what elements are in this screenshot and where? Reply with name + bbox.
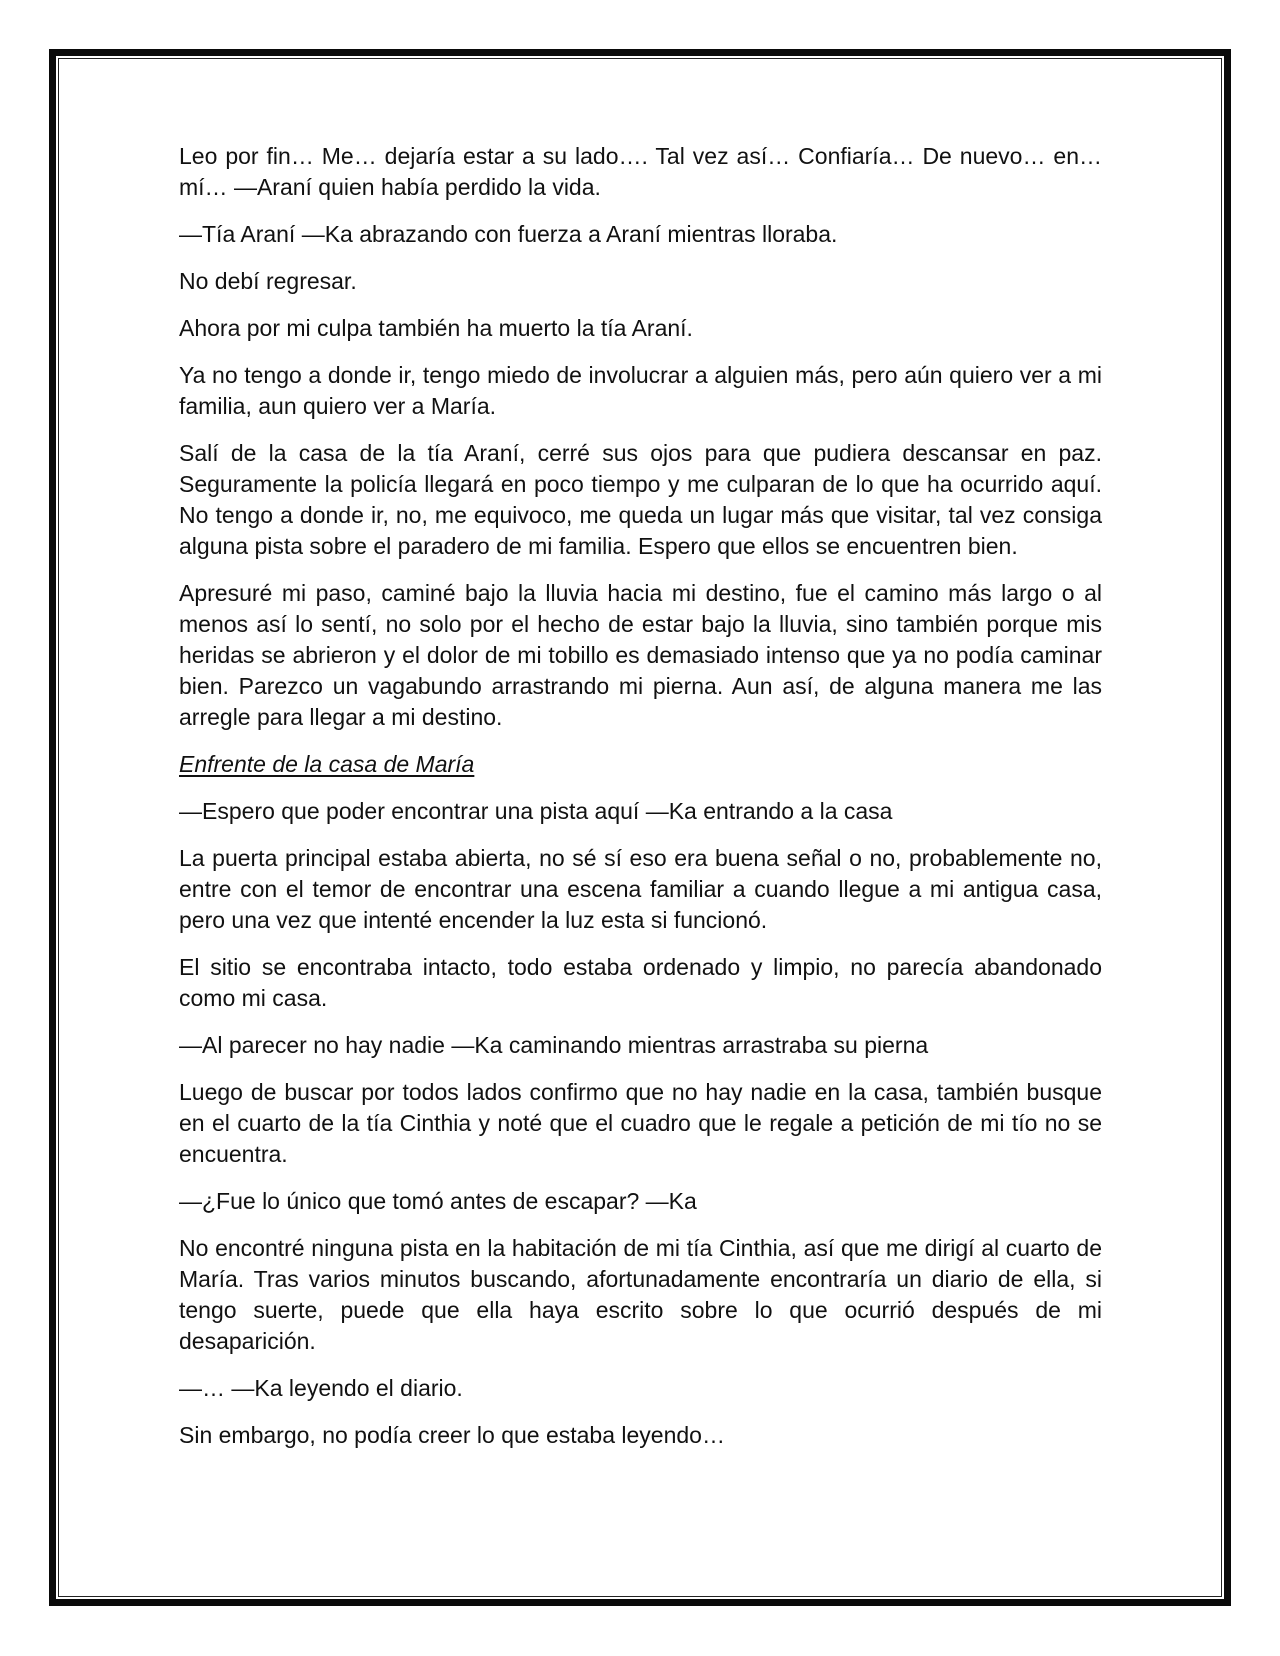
paragraph-dialogue-espero: —Espero que poder encontrar una pista aquí —Ka entrando a la casa	[179, 798, 893, 824]
paragraph-ya-no-tengo: Ya no tengo a donde ir, tengo miedo de involucrar a alguien más, pero aún quiero ver a mi familia, aun quiero ver a María.	[179, 362, 1102, 419]
paragraph-dialogue-arani-last-words: Leo por fin… Me… dejaría estar a su lado…. Tal vez así… Confiaría… De nuevo… en… mí… —Araní quien había perdido la vida.	[179, 143, 1102, 200]
paragraph-sali-de-la-casa: Salí de la casa de la tía Araní, cerré sus ojos para que pudiera descansar en paz. Seguramente la policía llegará en poco tiempo y me culparan de lo que ha ocurrido aquí. No tengo a donde ir, no, me equivoco, me queda un lugar más que visitar, tal vez consiga alguna pista sobre el paradero de mi familia. Espero que ellos se encuentren bien.	[179, 440, 1102, 559]
paragraph-no-encontre: No encontré ninguna pista en la habitación de mi tía Cinthia, así que me dirigí al cuarto de María. Tras varios minutos buscando, afortunadamente encontraría un diario de ella, si tengo suerte, puede que ella haya escrito sobre lo que ocurrió después de mi desaparición.	[179, 1235, 1102, 1354]
paragraph-ahora-por-mi-culpa: Ahora por mi culpa también ha muerto la tía Araní.	[179, 315, 693, 341]
scene-heading: Enfrente de la casa de María	[179, 751, 475, 777]
paragraph-luego-de-buscar: Luego de buscar por todos lados confirmo que no hay nadie en la casa, también busque en el cuarto de la tía Cinthia y noté que el cuadro que le regale a petición de mi tío no se encuentra.	[179, 1079, 1102, 1167]
paragraph-apresure-mi-paso: Apresuré mi paso, caminé bajo la lluvia hacia mi destino, fue el camino más largo o al menos así lo sentí, no solo por el hecho de estar bajo la lluvia, sino también porque mis heridas se abrieron y el dolor de mi tobillo es demasiado intenso que ya no podía caminar bien. Parezco un vagabundo arrastrando mi pierna. Aun así, de alguna manera me las arregle para llegar a mi destino.	[179, 580, 1102, 730]
paragraph-el-sitio: El sitio se encontraba intacto, todo estaba ordenado y limpio, no parecía abandonado como mi casa.	[179, 954, 1102, 1011]
paragraph-no-debi-regresar: No debí regresar.	[179, 268, 357, 294]
paragraph-dialogue-al-parecer: —Al parecer no hay nadie —Ka caminando mientras arrastraba su pierna	[179, 1032, 929, 1058]
paragraph-dialogue-leyendo-diario: —… —Ka leyendo el diario.	[179, 1375, 463, 1401]
paragraph-la-puerta-principal: La puerta principal estaba abierta, no sé sí eso era buena señal o no, probablemente no, entre con el temor de encontrar una escena familiar a cuando llegue a mi antigua casa, pero una vez que intenté encender la luz esta si funcionó.	[179, 845, 1102, 933]
page-body	[179, 141, 1102, 1467]
paragraph-sin-embargo: Sin embargo, no podía creer lo que estaba leyendo…	[179, 1422, 725, 1448]
paragraph-dialogue-fue-lo-unico: —¿Fue lo único que tomó antes de escapar? —Ka	[179, 1188, 697, 1214]
paragraph-dialogue-tia-arani: —Tía Araní —Ka abrazando con fuerza a Araní mientras lloraba.	[179, 221, 838, 247]
